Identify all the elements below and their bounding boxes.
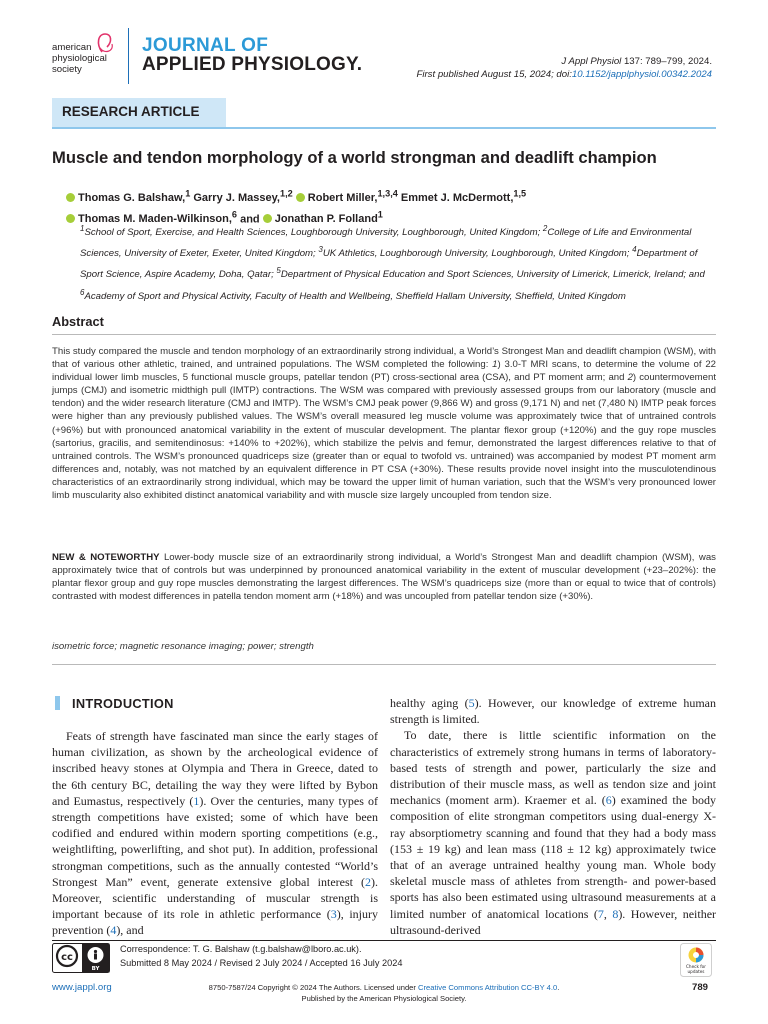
author — [400, 188, 527, 204]
orcid-icon[interactable] — [296, 193, 305, 202]
affiliation-text: UK Athletics, Loughborough University, Loughborough, United Kingdom; — [322, 248, 633, 260]
column-left — [52, 728, 378, 939]
author — [296, 188, 398, 204]
author-name: Jonathan P. Folland — [274, 213, 378, 226]
reference-link[interactable]: 4 — [110, 923, 117, 938]
publisher-line: Published by the American Physiological Society. — [301, 994, 467, 1003]
author-name: Garry J. Massey, — [193, 191, 280, 204]
copyright-text: 8750-7587/24 Copyright © 2024 The Authors. Licensed under — [208, 983, 419, 992]
column-right — [390, 695, 716, 938]
author — [66, 188, 191, 204]
society-line: society — [52, 63, 82, 75]
section-marker — [55, 696, 60, 710]
orcid-icon[interactable] — [66, 193, 75, 202]
author-affiliation-sup: 6 — [231, 209, 238, 220]
author — [193, 188, 293, 204]
abstract-heading: Abstract — [52, 314, 104, 329]
abstract-text — [52, 345, 716, 502]
noteworthy-label: NEW & NOTEWORTHY — [52, 552, 160, 563]
body-text: ), injury prevention ( — [52, 907, 378, 938]
new-noteworthy — [52, 551, 716, 603]
reference-link[interactable]: 1 — [193, 793, 200, 808]
affiliation-sup: 1 — [80, 224, 85, 233]
cc-by-label: BY — [91, 966, 100, 972]
body-text: ). However, neither ultrasound-derived — [390, 906, 717, 937]
body-text: healthy aging ( — [390, 696, 469, 710]
affiliation-sup: 3 — [318, 245, 323, 255]
first-published: First published August 15, 2024; doi: — [416, 69, 572, 80]
body-text: ). Over the centuries, many types of strength competitions have existed; some of which have been codified and endured within modern sporting competitions (e.g., weightlifting, powerlifting, and shot put). In addition, professional strongman competitions, such as the annually contested “World’s Strongest Man” event, generate extensive global interest ( — [52, 793, 378, 889]
reference-link[interactable]: 5 — [468, 696, 475, 710]
author-name: and — [240, 213, 260, 226]
author-affiliation-sup: 1 — [185, 188, 191, 198]
body-text: Feats of strength have fascinated man since the early stages of human civilization, as shown by the archeological evidence of inscribed heavy stones at Olympia and Thera in Greece, dated to the 6th century BC, detailing the way they were lifted by Bybon and Eumastus, respectively ( — [52, 729, 378, 808]
cc-by-license-icon[interactable] — [52, 943, 110, 973]
noteworthy-text: Lower-body muscle size of an extraordinarily strong individual, a World’s Strongest Man and deadlift champion (WSM), was approximately twice that of controls but was underpinned by pronounced anatomical variability in the extent of muscular development (+23–202%): the plantar flexor group and guy rope muscles demonstrating the largest differences. The WSM’s quadriceps size (more than or equal to twice that of controls) contrasted with modest differences in patella tendon moment arm (+18%) and was uncoupled from patellar tendon size (+30%). — [52, 552, 716, 603]
intro-paragraph — [390, 727, 716, 938]
affiliation-sup: 6 — [80, 287, 85, 297]
license-link[interactable]: Creative Commons Attribution CC-BY 4.0 — [418, 983, 558, 992]
copyright-text: . — [557, 983, 560, 992]
society-line: physiological — [52, 52, 107, 64]
body-text: To date, there is little scientific information on the characteristics of extremely strong humans in terms of laboratory-based tests of strength and power, particularly the size and distribution of their muscle mass, as well as tendon size and joint mechanics (moment arm). Kraemer et al. ( — [390, 728, 716, 808]
intro-paragraph — [52, 728, 378, 939]
author-name: Thomas M. Maden-Wilkinson, — [78, 213, 232, 226]
abstract-enum: 2 — [627, 372, 633, 384]
journal-name — [142, 36, 362, 74]
affiliation-text: Academy of Sport and Physical Activity, Faculty of Health and Wellbeing, Sheffield Hallam University, Sheffield, United Kingdom — [84, 290, 626, 302]
author-affiliation-sup: 1,3,4 — [377, 188, 398, 198]
intro-heading: INTRODUCTION — [72, 696, 174, 711]
affiliations — [80, 220, 720, 305]
affiliation-sup: 2 — [542, 224, 548, 233]
journal-url-link[interactable]: www.jappl.org — [52, 982, 112, 993]
abstract-enum: 1 — [492, 359, 498, 371]
body-text: ) examined the body composition of elite strongman competitors using dual-energy X-ray absorptiometry scanning and found that they had a body mass (153 ± 19 kg) and lean mass (118 ± 12 kg) approximately twice that of an average untrained healthy young man. Whole body skeletal muscle mass of athletes from strength- and power-based sports has also been estimated using ultrasound measurements at a limited number of anatomical locations ( — [390, 793, 716, 921]
citation — [417, 55, 713, 81]
author-name: Thomas G. Balshaw, — [78, 191, 186, 204]
reference-link[interactable]: 2 — [365, 874, 371, 889]
reference-link[interactable]: 8 — [612, 906, 619, 921]
orcid-icon[interactable] — [66, 214, 75, 223]
citation-journal: J Appl Physiol — [561, 56, 622, 67]
affiliation-text: Department of Sport Science, Aspire Academy, Doha, Qatar; — [80, 248, 698, 281]
journal-name-line1: JOURNAL OF — [142, 35, 269, 56]
author-affiliation-sup: 1,2 — [279, 188, 293, 198]
abstract-rule — [52, 334, 716, 335]
affiliation-text: College of Life and Environmental Sciences, University of Exeter, Exeter, United Kingdom; — [80, 227, 692, 260]
check-updates-line2: updates — [687, 969, 705, 974]
affiliation-sup: 4 — [632, 245, 637, 255]
body-text: , — [603, 906, 613, 921]
affiliation-sup: 5 — [276, 266, 281, 276]
journal-name-line2: APPLIED PHYSIOLOGY. — [142, 54, 363, 75]
author-affiliation-sup: 1,5 — [513, 188, 527, 198]
page-number: 789 — [692, 982, 709, 993]
intro-paragraph — [390, 695, 716, 727]
logo-divider — [128, 28, 129, 84]
author-name: Robert Miller, — [307, 191, 378, 204]
check-for-updates-icon[interactable] — [680, 943, 712, 977]
svg-text:cc: cc — [61, 952, 73, 963]
abstract-rule-bottom — [52, 664, 716, 665]
body-text: ), and — [116, 923, 144, 938]
abstract-part: ) countermovement jumps (CMJ) and isometric midthigh pull (IMTP) contractions. The WSM was compared with previously assessed groups from our laboratory (muscle and tendon) and the wider research literature (CMJ and IMTP). The WSM’s CMJ peak power (9,866 W) and gross (9,171 N) and net (7,480 N) IMTP peak forces were higher than any previously published values. The WSM’s overall measured leg muscle volume was approximately twice that of untrained controls (+96%) but with pronounced anatomical variability in the extent of muscular development. The plantar flexor group (+120%) and the guy rope muscles (sartorius, gracilis, and semitendinosus: +140% to +202%), which stabilize the pelvis and femur, demonstrated the largest differences relative to that of untrained controls. The WSM’s pronounced quadriceps size (greater than or equal to twofold vs. untrained) was accompanied by modest PT moment arm differences and, notably, was not matched by an equivalent difference in PT CSA (+30%). These results provide novel insight into the musculotendinous characteristics of an extraordinarily strong individual, which may be toward the upper limit of human variation, such that the WSM’s very pronounced lower limb muscularity also exhibited distinct anatomical variability and with muscle size largely uncoupled from tendon size. — [52, 372, 716, 502]
correspondence — [120, 943, 402, 970]
reference-link[interactable]: 3 — [330, 907, 337, 922]
correspondence-line: Correspondence: T. G. Balshaw (t.g.balshaw@lboro.ac.uk). — [120, 944, 362, 954]
article-title: Muscle and tendon morphology of a world strongman and deadlift champion — [52, 148, 657, 167]
reference-link[interactable]: 7 — [597, 906, 604, 921]
copyright — [150, 982, 618, 1004]
check-updates-line1: Check for — [686, 964, 706, 969]
abstract-part: This study compared the muscle and tendon morphology of an extraordinarily strong individual, a World’s Strongest Man and deadlift champion (WSM), with that of various other athletic, trained, and untrained populations. The WSM completed the following: — [52, 346, 716, 371]
author-name: Emmet J. McDermott, — [400, 191, 514, 204]
reference-link[interactable]: 6 — [605, 793, 612, 808]
doi-link[interactable]: 10.1152/japplphysiol.00342.2024 — [571, 69, 712, 80]
affiliation-text: School of Sport, Exercise, and Health Sciences, Loughborough University, Loughborough, United Kingdom; — [84, 227, 543, 239]
keywords: isometric force; magnetic resonance imaging; power; strength — [52, 641, 314, 652]
society-line: american — [52, 42, 92, 53]
affiliation-text: Department of Physical Education and Sport Sciences, University of Limerick, Limerick, Ireland; and — [280, 269, 705, 281]
citation-volume: 137: 789–799, 2024. — [621, 56, 712, 67]
submission-dates: Submitted 8 May 2024 / Revised 2 July 2024 / Accepted 16 July 2024 — [120, 957, 403, 968]
header-rule — [52, 127, 716, 129]
author-affiliation-sup: 1 — [377, 209, 383, 220]
footer-rule — [52, 940, 716, 941]
body-text: ). However, our knowledge of extreme human strength is limited. — [390, 696, 716, 727]
body-text: ). Moreover, scientific understanding of muscular strength is important because of its role in athletic performance ( — [52, 874, 378, 922]
abstract-part: ) 3.0-T MRI scans, to determine the volume of 22 individual lower limb muscles, 5 functional muscle groups, patellar tendon (PT) cross-sectional area (CSA), and PT moment arm; and — [52, 359, 716, 384]
article-type: RESEARCH ARTICLE — [62, 104, 200, 119]
society-name — [52, 43, 107, 75]
